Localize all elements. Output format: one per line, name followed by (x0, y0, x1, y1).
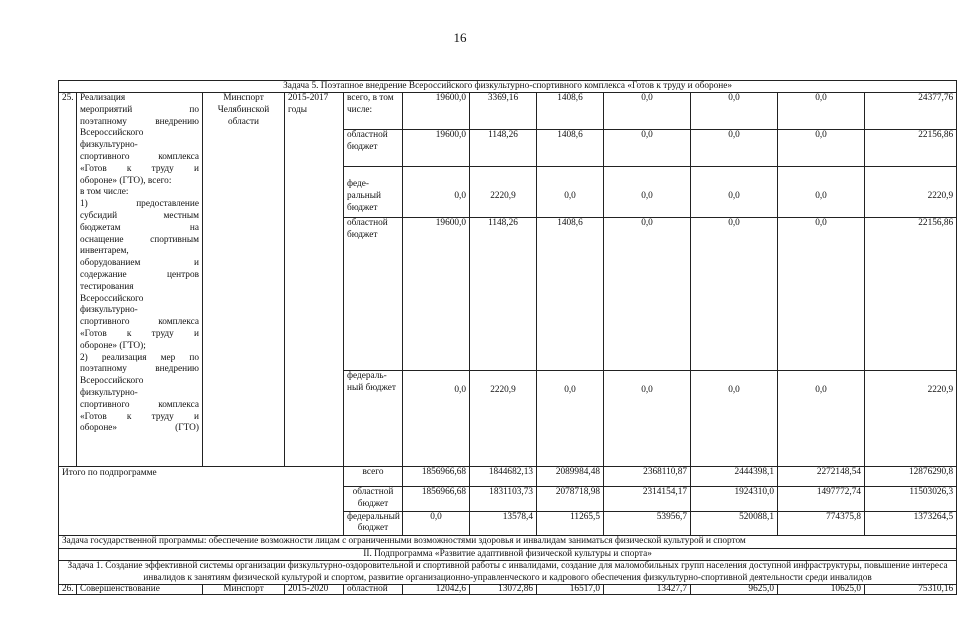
value-cell: 1844682,13 (470, 467, 537, 487)
measure-name-line: бюджетам на (80, 222, 199, 233)
value-cell: 520088,1 (691, 511, 778, 536)
row-number: 26. (59, 585, 77, 595)
executor: Минспорт (203, 585, 285, 595)
value-cell: 1856966,68 (403, 487, 470, 512)
measure-name-line: субсидий местным (80, 210, 199, 221)
value-cell: 12042,6 (403, 585, 470, 595)
value-cell: 22156,86 (865, 130, 957, 167)
measure-name: Совершенствование (77, 585, 203, 595)
value-cell: 0,0 (604, 218, 691, 371)
value-cell: 1148,26 (470, 218, 537, 371)
value-cell: 3369,16 (470, 93, 537, 130)
funding-source: всего, в том числе: (344, 93, 403, 130)
value-cell: 2272148,54 (778, 467, 865, 487)
value-cell: 2089984,48 (537, 467, 604, 487)
gp-task: Задача государственной программы: обеспечение возможности лицам с ограниченными возможностями здоровья и инвалидам заниматься физической культурой и спортом (59, 536, 957, 549)
value-cell: 19600,0 (403, 218, 470, 371)
funding-source: федеральный бюджет (344, 511, 403, 536)
executor: Минспорт Челябинской области (203, 93, 285, 467)
value-cell: 0,0 (778, 93, 865, 130)
value-cell: 13072,86 (470, 585, 537, 595)
measure-name-line: тестирования (80, 281, 134, 292)
value-cell: 0,0 (604, 93, 691, 130)
value-cell: 2444398,1 (691, 467, 778, 487)
value-cell: 0,0 (778, 130, 865, 167)
value-cell: 1831103,73 (470, 487, 537, 512)
row-number: 25. (59, 93, 77, 467)
measure-name-line: Реализация (80, 93, 126, 103)
value-cell: 0,0 (537, 371, 604, 467)
measure-name-line: в том числе: (80, 187, 129, 198)
value-cell: 2220,9 (865, 167, 957, 218)
period: 2015-2017 годы (285, 93, 344, 467)
measure-name-line: физкультурно- (80, 305, 138, 316)
value-cell: 11503026,3 (865, 487, 957, 512)
value-cell: 13578,4 (470, 511, 537, 536)
measure-name (77, 93, 203, 467)
value-cell: 0,0 (604, 130, 691, 167)
measure-name-line: 2) реализация мер по (80, 352, 199, 363)
value-cell: 19600,0 (403, 130, 470, 167)
value-cell: 0,0 (604, 167, 691, 218)
value-cell: 13427,7 (604, 585, 691, 595)
task1-text: Задача 1. Создание эффективной системы организации физкультурно-оздоровительной и спортивной работы с инвалидами, создание для маломобильных групп населения доступной инфраструктуры, повышение интереса инвалидов к занятиям физической культурой и спортом, развитие организационно-управленческого и кадрового обеспечения физкультурно-спортивной деятельности среди инвалидов (59, 561, 957, 585)
funding-source: областной бюджет (344, 130, 403, 167)
value-cell: 0,0 (604, 371, 691, 467)
value-cell: 1408,6 (537, 93, 604, 130)
value-cell: 11265,5 (537, 511, 604, 536)
value-cell: 2220,9 (470, 371, 537, 467)
funding-source: феде-ральный бюджет (344, 167, 403, 218)
task5-header: Задача 5. Поэтапное внедрение Всероссийского физкультурно-спортивного комплекса «Готов к труду и обороне» (59, 81, 957, 93)
value-cell: 0,0 (403, 511, 470, 536)
value-cell: 0,0 (691, 218, 778, 371)
value-cell: 0,0 (691, 130, 778, 167)
value-cell: 1497772,74 (778, 487, 865, 512)
task5-header-row (59, 81, 957, 93)
measure-name-line: физкультурно- (80, 140, 138, 151)
value-cell: 75310,16 (865, 585, 957, 595)
measure-name-line: спортивного комплекса (80, 317, 199, 328)
measure-name-line: Всероссийского (80, 293, 144, 304)
funding-source: федераль-ный бюджет (344, 371, 403, 467)
value-cell: 19600,0 (403, 93, 470, 130)
measure-name-line: инвентарем, (80, 246, 129, 257)
page-number: 16 (453, 30, 467, 45)
value-cell: 0,0 (691, 167, 778, 218)
value-cell: 0,0 (537, 167, 604, 218)
value-cell: 9625,0 (691, 585, 778, 595)
value-cell: 1408,6 (537, 130, 604, 167)
measure-name-line: содержание центров (80, 269, 199, 280)
measure-name-line: обороне» (ГТО) (80, 423, 199, 434)
measure-name-line: поэтапному внедрению (80, 116, 199, 127)
measure-name-line: оснащение спортивным (80, 234, 199, 245)
value-cell: 1856966,68 (403, 467, 470, 487)
value-cell: 2314154,17 (604, 487, 691, 512)
measure-name-line: «Готов к труду и (80, 163, 199, 174)
table-row (59, 585, 957, 595)
measure-name-line: Всероссийского (80, 376, 144, 387)
measure-name-line: 1) предоставление (80, 199, 199, 210)
value-cell: 10625,0 (778, 585, 865, 595)
value-cell: 2078718,98 (537, 487, 604, 512)
value-cell: 2220,9 (865, 371, 957, 467)
measure-name-line: «Готов к труду и (80, 411, 199, 422)
value-cell: 53956,7 (604, 511, 691, 536)
value-cell: 2368110,87 (604, 467, 691, 487)
measure-name-line: Всероссийского (80, 128, 144, 139)
value-cell: 0,0 (403, 371, 470, 467)
budget-table (58, 80, 957, 595)
subprogram-row (59, 548, 957, 561)
measure-name-line: обороне» (ГТО), всего: (80, 175, 172, 186)
task1-row (59, 561, 957, 585)
table-row (59, 93, 957, 130)
value-cell: 1924310,0 (691, 487, 778, 512)
value-cell: 12876290,8 (865, 467, 957, 487)
value-cell: 16517,0 (537, 585, 604, 595)
subtotal-row (59, 467, 957, 487)
value-cell: 0,0 (778, 371, 865, 467)
value-cell: 22156,86 (865, 218, 957, 371)
funding-source: областной бюджет (344, 487, 403, 512)
funding-source: областной бюджет (344, 218, 403, 371)
measure-name-line: оборудованием и (80, 258, 199, 269)
funding-source: областной (344, 585, 403, 595)
value-cell: 774375,8 (778, 511, 865, 536)
measure-name-line: спортивного комплекса (80, 151, 199, 162)
value-cell: 1373264,5 (865, 511, 957, 536)
value-cell: 2220,9 (470, 167, 537, 218)
value-cell: 0,0 (403, 167, 470, 218)
funding-source: всего (344, 467, 403, 487)
value-cell: 1148,26 (470, 130, 537, 167)
measure-name-line: обороне» (ГТО); (80, 340, 146, 351)
value-cell: 1408,6 (537, 218, 604, 371)
value-cell: 0,0 (691, 371, 778, 467)
value-cell: 24377,76 (865, 93, 957, 130)
measure-name-line: мероприятий по (80, 104, 199, 115)
measure-name-line: «Готов к труду и (80, 328, 199, 339)
subprogram-title: II. Подпрограмма «Развитие адаптивной физической культуры и спорта» (59, 548, 957, 561)
period: 2015-2020 (285, 585, 344, 595)
value-cell: 0,0 (778, 218, 865, 371)
measure-name-line: физкультурно- (80, 387, 138, 398)
measure-name-line: поэтапному внедрению (80, 364, 199, 375)
subtotal-label: Итого по подпрограмме (59, 467, 344, 536)
value-cell: 0,0 (778, 167, 865, 218)
value-cell: 0,0 (691, 93, 778, 130)
gp-task-row (59, 536, 957, 549)
measure-name-line: спортивного комплекса (80, 399, 199, 410)
